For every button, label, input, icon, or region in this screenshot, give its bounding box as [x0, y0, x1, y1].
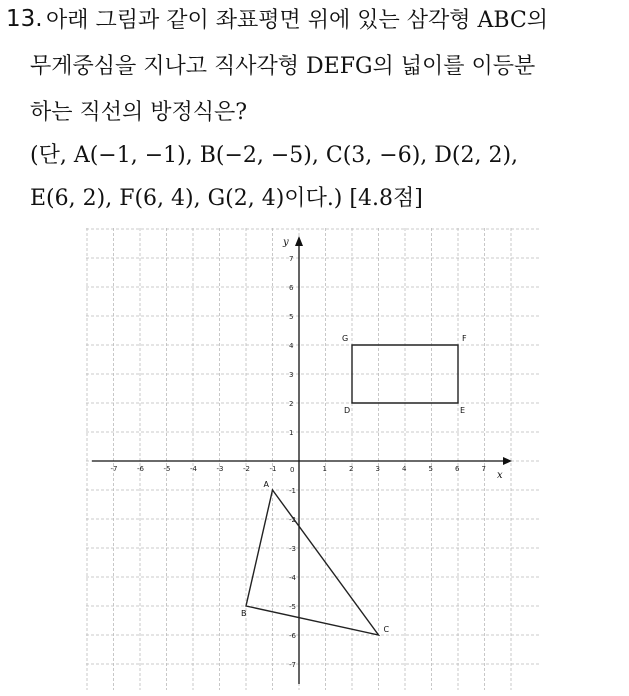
point-label-d: D: [344, 406, 351, 415]
y-tick-label: -2: [289, 516, 296, 524]
y-tick-label: -3: [289, 545, 296, 553]
tick-labels: [111, 255, 486, 669]
y-axis-label: y: [283, 237, 289, 248]
x-tick-label: -4: [190, 465, 197, 473]
y-tick-label: 1: [289, 429, 294, 437]
question-line-3: 하는 직선의 방정식은?: [30, 100, 248, 125]
y-tick-label: 3: [289, 371, 294, 379]
y-tick-label: -5: [289, 603, 296, 611]
x-tick-label: -7: [110, 465, 118, 473]
x-tick-label: -2: [243, 465, 250, 473]
x-tick-label: 4: [402, 465, 407, 473]
x-tick-label: 7: [481, 465, 486, 473]
y-tick-label: -7: [289, 661, 296, 669]
question-number: 13.: [6, 6, 43, 32]
x-axis-label: x: [497, 470, 503, 481]
y-tick-label: 2: [289, 400, 294, 408]
question-line-2: 무게중심을 지나고 직사각형 DEFG의 넓이를 이등분: [30, 54, 536, 79]
condition-line-1: (단, A(−1, −1), B(−2, −5), C(3, −6), D(2, 2),: [30, 143, 519, 168]
y-tick-label: 6: [289, 284, 294, 292]
x-tick-label: 3: [375, 465, 380, 473]
x-tick-label: 6: [455, 465, 460, 473]
point-label-e: E: [460, 406, 466, 415]
x-tick-label: -6: [137, 465, 144, 473]
y-tick-label: -6: [289, 632, 296, 640]
origin-label: 0: [290, 466, 295, 474]
x-tick-label: 1: [322, 465, 327, 473]
x-tick-label: -5: [163, 465, 171, 473]
x-tick-label: -1: [269, 465, 277, 473]
y-tick-label: 4: [289, 342, 294, 350]
point-label-a: A: [263, 480, 269, 489]
point-label-b: B: [241, 609, 247, 618]
x-tick-label: 2: [349, 465, 354, 473]
triangle-abc: [246, 490, 379, 635]
y-tick-label: -4: [289, 574, 296, 582]
point-label-f: F: [462, 334, 467, 343]
axes: [92, 236, 512, 684]
x-tick-label: -3: [216, 465, 224, 473]
question-line-1: 아래 그림과 같이 좌표평면 위에 있는 삼각형 ABC의: [46, 8, 549, 33]
y-tick-label: 7: [289, 255, 294, 263]
y-axis-arrow: [295, 236, 303, 246]
y-tick-label: -1: [289, 487, 296, 495]
y-tick-label: 5: [289, 313, 294, 321]
point-label-g: G: [342, 334, 349, 343]
x-tick-label: 5: [428, 465, 433, 473]
point-label-c: C: [383, 625, 390, 634]
shapes: [241, 334, 467, 635]
condition-line-2: E(6, 2), F(6, 4), G(2, 4)이다.) [4.8점]: [30, 186, 423, 211]
